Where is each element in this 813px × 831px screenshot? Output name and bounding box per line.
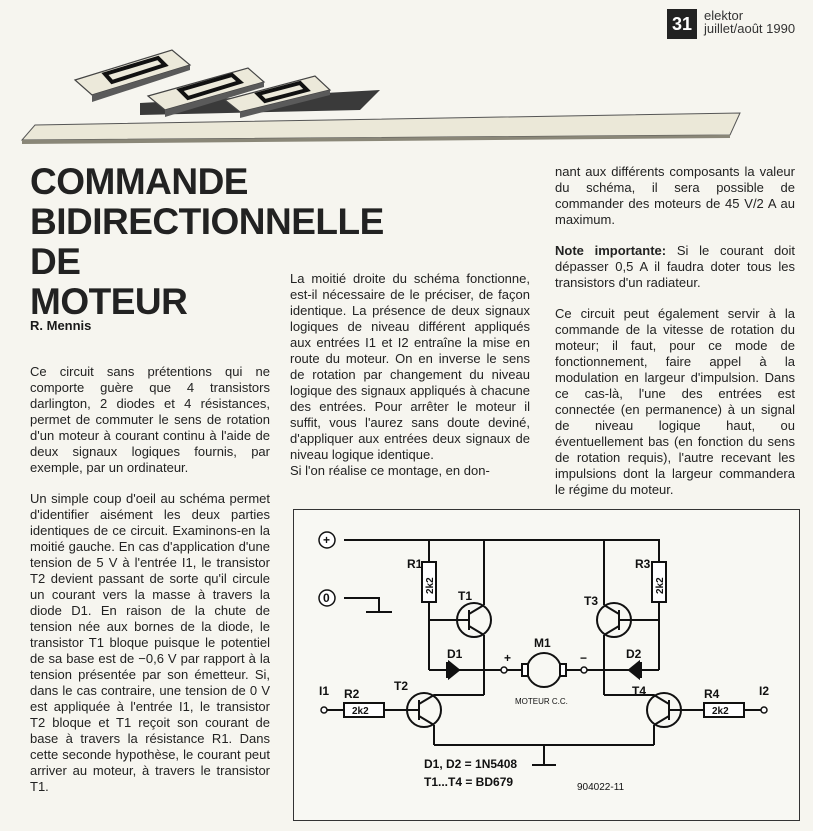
m1-label: M1 (534, 636, 551, 650)
paragraph: Ce circuit sans prétentions qui ne comporte guère que 4 transistors darlington, 2 diodes et 4 résistances, permet de commuter le sens de rotation d'un moteur à courant continu à l'aide de deux signaux logiques fournis, par exemple, par un ordinateur. (30, 364, 270, 475)
r4-value: 2k2 (712, 706, 729, 717)
t2-label: T2 (394, 679, 409, 693)
r3-value: 2k2 (655, 577, 666, 594)
diode-note: D1, D2 = 1N5408 (424, 757, 518, 771)
magazine-name: elektor (704, 8, 744, 23)
motor-plus-terminal (501, 667, 507, 673)
paragraph: Ce circuit peut également servir à la commande de la vitesse de rotation du moteur; il faut, pour ce mode de fonctionnement, faire appel à la modulation en largeur d'impulsion. Dans ce cas-là, l'une des entrées est connectée (en permanence) à un signal de niveau logique haut, ou éventuellement bas (en fonction du sens de rotation requis), l'autre recevant les impulsions dont la largeur commandera le régime du moteur. (555, 306, 795, 497)
figure-ref: 904022-11 (577, 782, 625, 793)
t3-label: T3 (584, 594, 599, 608)
r1-value: 2k2 (425, 577, 436, 594)
note-text: Si le courant doit dépasser 0,5 A il faudra doter tous les transistors d'un radiateur. (555, 243, 795, 290)
ground-wire (344, 598, 379, 612)
ground-symbol-2 (532, 745, 556, 765)
note-label: Note importante: (555, 243, 667, 258)
r4-label: R4 (704, 687, 720, 701)
motor-label: MOTEUR C.C. (515, 697, 568, 706)
title-line-3: MOTEUR (30, 281, 188, 322)
r1-label: R1 (407, 557, 423, 571)
d2-symbol (629, 662, 641, 678)
transistor-note: T1...T4 = BD679 (424, 775, 514, 789)
circuit-schematic (294, 510, 799, 820)
column-1 (30, 364, 270, 810)
page-number: 31 (667, 9, 697, 39)
paragraph: Si l'on réalise ce montage, en don- (290, 463, 490, 478)
paragraph: nant aux différents composants la valeur du schéma, il sera possible de commander des moteurs de 45 V/2 A au maximum. (555, 164, 795, 227)
i1-label: I1 (319, 684, 330, 698)
schematic-frame (293, 509, 800, 821)
d1-label: D1 (447, 647, 463, 661)
r2-value: 2k2 (352, 706, 369, 717)
motor-minus-terminal (581, 667, 587, 673)
motor-symbol (527, 653, 561, 687)
ground-rail (434, 725, 654, 745)
important-note (555, 243, 795, 291)
issue-date: juillet/août 1990 (704, 21, 796, 36)
plus-label: + (323, 533, 331, 547)
column-3 (555, 164, 795, 513)
header-illustration (0, 30, 813, 145)
d2-label: D2 (626, 647, 642, 661)
t4-label: T4 (632, 684, 647, 698)
zero-label: 0 (323, 591, 330, 605)
i1-terminal (321, 707, 327, 713)
paragraph: La moitié droite du schéma fonctionne, est-il nécessaire de le préciser, de façon identique. La présence de deux signaux logiques de niveau différent appliqués aux entrées I1 et I2 entraîne la mise en route du moteur. On en inverse le sens de rotation par changement du niveau logique des signaux appliqués à chacune des entrées. Pour arrêter le moteur il suffit, vous l'aurez sans doute deviné, d'appliquer aux entrées deux signaux de niveau logique identique. (290, 271, 530, 462)
article-title (30, 161, 384, 322)
r2-label: R2 (344, 687, 360, 701)
paragraph: Un simple coup d'oeil au schéma permet d'identifier aisément les deux parties identiques de ce circuit. Examinons-en la moitié gauche. En cas d'application d'une tension de 5 V à l'entrée I1, le transistor T2 devient passant de sorte qu'il circule un courant vers la masse à travers la diode D1. En raison de la chute de tension née aux bornes de la diode, le transistor T1 bloque puisque le potentiel de sa base est de −0,6 V par rapport à la tension présentée par son émetteur. Si, dans le cas contraire, une tension de 0 V est appliquée à l'entrée I1, le transistor T2 bloque et T1 reçoit son courant de base à travers la résistance R1. Dans cette seconde hypothèse, le courant peut arriver au moteur, à travers le transistor T1. (30, 491, 270, 794)
i2-terminal (761, 707, 767, 713)
top-rail (344, 540, 659, 562)
r3-label: R3 (635, 557, 651, 571)
i2-label: I2 (759, 684, 770, 698)
t1-label: T1 (458, 589, 473, 603)
title-line-2: BIDIRECTIONNELLE DE (30, 201, 384, 282)
motor-minus-label: − (580, 651, 588, 665)
title-line-1: COMMANDE (30, 161, 248, 202)
author: R. Mennis (30, 318, 92, 333)
column-2 (290, 271, 530, 494)
motor-plus-label: + (504, 651, 512, 665)
